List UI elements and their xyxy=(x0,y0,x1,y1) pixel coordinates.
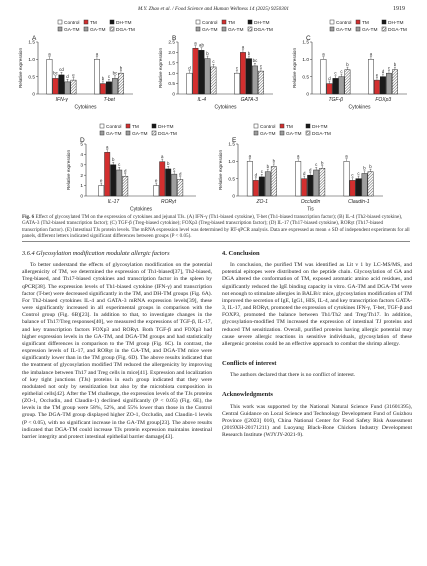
significance-letter: c xyxy=(260,169,263,175)
legend-label: DGA-TM xyxy=(158,132,177,137)
significance-letter: a xyxy=(95,51,99,57)
significance-letter: a xyxy=(322,51,325,57)
legend-label: DGA-TM xyxy=(388,28,407,33)
category-label: IL-4 xyxy=(197,97,207,103)
significance-letter: d xyxy=(302,170,306,176)
significance-letter: c xyxy=(357,170,360,176)
significance-letter: a xyxy=(194,40,197,46)
bar xyxy=(112,78,117,94)
panel-label: A xyxy=(32,35,37,42)
legend-label: GA-TM xyxy=(286,132,302,137)
significance-letter: bc xyxy=(112,70,118,76)
legend-label: TM xyxy=(132,125,139,130)
legend-swatch xyxy=(152,131,156,135)
y-tick-label: 5 xyxy=(80,142,83,148)
bar xyxy=(356,179,361,196)
figure-6 xyxy=(0,12,427,224)
legend-label: Control xyxy=(336,21,352,26)
significance-letter: b xyxy=(272,158,276,164)
category-label: GATA-3 xyxy=(240,97,258,103)
y-tick-label: 0.5 xyxy=(28,75,35,81)
category-label: RORγt xyxy=(161,199,176,205)
legend-label: TM xyxy=(362,21,369,26)
bar xyxy=(47,59,52,94)
legend-label: Control xyxy=(260,125,276,130)
y-axis-label: Relative expression xyxy=(158,47,163,89)
significance-letter: d xyxy=(328,75,331,81)
category-label: T-bet xyxy=(103,97,115,103)
legend-label: GA-TM xyxy=(106,132,122,137)
bar xyxy=(71,80,76,94)
section-heading-conclusion: 4. Conclusion xyxy=(222,250,260,257)
y-tick-label: 0 xyxy=(306,92,309,98)
bar xyxy=(105,152,110,196)
category-label: IL-17 xyxy=(107,199,120,205)
legend-swatch xyxy=(356,27,360,31)
y-axis-label: Relative expression xyxy=(218,149,223,191)
significance-letter: e xyxy=(72,72,75,78)
significance-letter: b xyxy=(166,161,170,167)
legend-swatch xyxy=(356,20,360,24)
bar xyxy=(258,71,263,94)
legend-label: Control xyxy=(202,21,218,26)
legend-swatch xyxy=(248,27,252,31)
legend-label: DGA-TM xyxy=(116,28,135,33)
bar xyxy=(178,179,183,196)
bar xyxy=(100,84,105,94)
running-title: M.Y. Zhao et al. / Food Science and Human Wellness 14 (2025) 9250301 xyxy=(137,6,290,12)
significance-letter: b xyxy=(111,157,115,162)
y-tick-label: 2 xyxy=(80,173,83,179)
legend-swatch xyxy=(84,20,88,24)
legend-swatch xyxy=(196,20,200,24)
significance-letter: bc xyxy=(53,70,58,76)
x-axis-label: Cytokines xyxy=(74,104,97,111)
legend-swatch xyxy=(254,124,258,128)
bar xyxy=(271,167,276,196)
legend-label: GA-TM xyxy=(64,28,80,33)
bar xyxy=(172,174,177,196)
legend-label: DH-TM xyxy=(116,21,132,26)
y-tick-label: 1.0 xyxy=(168,71,175,77)
legend-label: DH-TM xyxy=(312,125,328,130)
y-tick-label: 0.5 xyxy=(228,177,235,183)
bar xyxy=(345,70,350,94)
bar xyxy=(234,73,239,94)
bar xyxy=(320,168,325,196)
legend-label: DGA-TM xyxy=(254,28,273,33)
legend-swatch xyxy=(280,124,284,128)
legend-label: Control xyxy=(64,21,80,26)
bar xyxy=(253,180,258,196)
significance-letter: c xyxy=(259,63,263,69)
significance-letter: a xyxy=(160,153,164,159)
legend-label: DGA-TM xyxy=(312,132,331,137)
legend-label: GA-TM xyxy=(202,28,218,33)
paragraph-acknowledgments: This work was supported by the National Natural Science Fund (31601395), Central Guidance on Local Science and Technology Development Fund of Guizhou Province ([2023] 016), China National Center for Food Safety Risk Assessment (2019XH-20171211) and Luoyang Black-Bone Chicken Industry Development Research Institute (WJYJY-2021-9). xyxy=(222,403,412,439)
significance-letter: b xyxy=(247,50,251,56)
y-tick-label: 1.0 xyxy=(302,57,309,63)
panel-label: C xyxy=(306,35,311,42)
legend-swatch xyxy=(196,27,200,31)
significance-letter: a xyxy=(241,44,245,50)
panel-label: E xyxy=(232,137,237,144)
significance-letter: bc xyxy=(252,58,258,64)
significance-letter: c xyxy=(351,172,354,178)
bar xyxy=(199,50,204,94)
bar xyxy=(350,180,355,196)
y-tick-label: 0 xyxy=(172,92,175,98)
category-label: IFN-γ xyxy=(55,97,68,103)
paragraph-conflicts: The authors declared that there is no conflict of interest. xyxy=(230,372,356,379)
bar xyxy=(211,67,216,94)
significance-letter: c xyxy=(340,68,343,74)
bar xyxy=(166,169,171,196)
category-label: TGF-β xyxy=(328,97,344,103)
legend-swatch xyxy=(330,20,334,24)
legend-label: GA-TM xyxy=(260,132,276,137)
legend-swatch xyxy=(222,27,226,31)
caption-label: Fig. 6 xyxy=(22,214,35,220)
legend-label: GA-TM xyxy=(362,28,378,33)
significance-letter: b xyxy=(101,75,105,81)
significance-letter: b xyxy=(119,65,123,71)
legend-swatch xyxy=(306,131,310,135)
significance-letter: b xyxy=(346,61,349,67)
significance-letter: c xyxy=(315,162,318,168)
x-axis-label: Tis xyxy=(307,206,314,213)
significance-letter: b xyxy=(266,163,270,169)
significance-letter: b xyxy=(206,50,209,56)
legend-label: DH-TM xyxy=(388,21,404,26)
bar xyxy=(111,165,116,196)
y-tick-label: 1.5 xyxy=(302,40,309,46)
legend-swatch xyxy=(248,20,252,24)
category-label: Occludin xyxy=(300,199,321,205)
bar xyxy=(333,78,338,94)
legend-swatch xyxy=(222,20,226,24)
bar xyxy=(154,186,159,196)
significance-letter: d xyxy=(123,168,127,174)
bar xyxy=(327,84,332,94)
significance-letter: d xyxy=(188,65,191,71)
figure-caption xyxy=(22,214,410,240)
x-axis-label: Cytokines xyxy=(348,104,371,111)
legend-swatch xyxy=(100,124,104,128)
section-heading-conflicts: Conflicts of interest xyxy=(222,360,277,368)
bar xyxy=(123,176,128,196)
bar xyxy=(247,161,252,196)
bar xyxy=(368,59,373,94)
significance-letter: b xyxy=(393,61,397,67)
page-number: 1919 xyxy=(393,6,405,12)
legend-swatch xyxy=(382,20,386,24)
y-axis-label: Relative expression xyxy=(18,47,23,89)
paragraph-conclusion: In conclusion, the purified TM was identified as Lit v 1 by LC-MS/MS, and potential epitopes were distributed on the peptide chain. Glycosylation of GA and DGA altered the conformation of TM, exposed aromatic amino acid residues, and significantly reduced the IgE binding capacity in vitro. GA-TM and DGA-TM were not enough to stimulate allergies in BALB/c mice, glycosylation modification of TM improved the secretion of IgE, IgG1, HIS, IL-4, and key transcription factors GATA-3, IL-17, and RORγt, promoted the expression of cytokines IFN-γ, T-bet, TGF-β and FOXP3, promoted the balance between Th1/Th2 and Treg/Th17. In addition, glycosylation-modified TM increased the expression of intestinal TJ proteins and reduced TM sensitization. Overall, purified proteins having allergic potential may cause severe allergic reactions in sensitive individuals, glycosylation of these allergenic proteins could be an effective approach to combat the shrimp allergy. xyxy=(222,262,412,347)
bar xyxy=(392,70,397,94)
significance-letter: c xyxy=(118,162,121,168)
y-tick-label: 0 xyxy=(232,194,235,200)
significance-letter: b xyxy=(363,165,366,171)
significance-letter: a xyxy=(345,153,348,159)
significance-letter: c xyxy=(334,70,337,76)
legend-label: TM xyxy=(228,21,235,26)
significance-letter: a xyxy=(248,153,252,159)
legend-swatch xyxy=(58,27,62,31)
significance-letter: ab xyxy=(199,42,204,48)
significance-letter: d xyxy=(308,167,312,173)
left-column xyxy=(22,247,212,444)
y-axis-label: Relative expression xyxy=(292,47,297,89)
bar xyxy=(65,82,70,94)
bar xyxy=(386,73,391,94)
y-tick-label: 1.5 xyxy=(228,142,235,148)
bar xyxy=(59,75,64,94)
significance-letter: cd xyxy=(59,67,64,73)
legend-label: GA-TM xyxy=(336,28,352,33)
bar xyxy=(259,177,264,196)
legend-label: GA-TM xyxy=(90,28,106,33)
legend-label: DH-TM xyxy=(158,125,174,130)
bar xyxy=(321,59,326,94)
significance-letter: d xyxy=(66,74,69,80)
significance-letter: e xyxy=(154,177,158,183)
significance-letter: c xyxy=(173,166,176,172)
significance-letter: e xyxy=(375,72,379,78)
category-label: FOXp3 xyxy=(375,97,392,103)
y-tick-label: 3 xyxy=(80,163,83,169)
y-axis-label: Relative expression xyxy=(66,149,71,191)
significance-letter: d xyxy=(254,172,258,178)
legend-swatch xyxy=(110,27,114,31)
bar xyxy=(94,59,99,94)
legend-label: TM xyxy=(286,125,293,130)
legend-swatch xyxy=(254,131,258,135)
significance-letter: b xyxy=(369,163,372,169)
section-heading-3-6-4: 3.6.4 Glycosylation modification modulate allergic factors xyxy=(22,250,170,257)
caption-text: Effect of glycosylated TM on the expression of cytokines and jejunal TJs. (A) IFN-γ (Th1-biased cytokine), T-bet (Th1-biased transcription factor); (B) IL-4 (Th2-biased cytokine), GATA-3 (Th2-biased transcription factor); (C) TGF-β (Treg-biased cytokine); FOXp3 (Treg-biased transcription factor); (D) IL-17 (Th17-biased cytokine), RORγt (Th17-biased transcription factor). (E) Intestinal TJs protein levels. The mRNA expression level was determined by RT-qPCR analysis. Data are expressed as mean ± SD of independent experiments for all panels, different letters indicated significant differences between groups (P < 0.05). xyxy=(22,214,410,240)
bar xyxy=(193,48,198,94)
bar xyxy=(314,170,319,196)
bar xyxy=(106,82,111,94)
significance-letter: d xyxy=(381,68,385,74)
legend-label: TM xyxy=(90,21,97,26)
legend-label: Control xyxy=(106,125,122,130)
significance-letter: c xyxy=(107,74,111,80)
category-label: Claudin-1 xyxy=(348,199,370,205)
significance-letter: a xyxy=(105,144,109,150)
legend-swatch xyxy=(100,131,104,135)
significance-letter: b xyxy=(320,160,324,166)
bar xyxy=(308,175,313,196)
caption-divider xyxy=(22,241,410,242)
significance-letter: c xyxy=(387,65,391,71)
bar xyxy=(160,162,165,196)
x-axis-label: Cytokines xyxy=(214,104,237,111)
bar xyxy=(240,52,245,94)
paragraph-allergic-factors: To better understand the effects of glycosylation modification on the potential allergenicity of TM, we determined the expression of Th1-biased[37], Th2-biased, Treg-biased, and Th17-biased cytokines and transcription factor in the spleen by qPCR[38]. The expression levels of Th1-biased cytokine (IFN-γ) and transcription factor (T-bet) were decreased significantly in the TM, and DH-TM groups (Fig. 6A). For Th2-biased cytokines IL-4 and GATA-3 mRNA expression levels[39], these were significantly increased in all experimental groups in comparison with the Control group (Fig. 6B)[23]. In addition to that, to investigate changes in the balance of Th17/Treg responses[40], we measured the expressions of TGF-β, IL-17, and key transcription factors FOXp3 and RORγt. Both TGF-β and FOXp3 had higher expression levels in the GA-TM, and DGA-TM groups and had statistically significant differences in comparison to the TM group (Fig. 6C). In contrast, the expression levels of IL-17, and RORγt in the GA-TM, and DGA-TM mice were significantly lower than in the TM group (Fig. 6D). The above results indicated that the treatment of glycosylation modified TM reduced the allergenicity by improving the imbalance between Th17 and Treg cells in mice[41]. Expression and localization of key tight junctions (TJs) proteins in each group indicated that they were modulated not only by sensitization but also by the microbiota composition in epithelial cells[42]. After the TM challenge, the expression levels of the TJs proteins (ZO-1, Occludin, and Claudin-1) declined significantly (P < 0.05) (Fig. 6E), the levels in the TM group were 58%, 52%, and 55% lower than those in the Control group. The DGA-TM group displayed higher ZO-1, Occludin, and Claudin-1 levels (P < 0.05), with no significant increase in the GA-TM group[23]. The above results indicated that DGA-TM could increase TJs protein expression maintains intestinal barrier integrity and protect intestinal epithelial barrier damage[43]. xyxy=(22,262,212,440)
legend-swatch xyxy=(126,124,130,128)
legend-label: GA-TM xyxy=(132,132,148,137)
y-tick-label: 2.0 xyxy=(168,51,175,56)
y-tick-label: 1.5 xyxy=(28,40,35,46)
legend-swatch xyxy=(280,131,284,135)
bar xyxy=(118,73,123,94)
bar xyxy=(362,173,367,196)
bar xyxy=(344,161,349,196)
legend-swatch xyxy=(330,27,334,31)
significance-letter: c xyxy=(235,65,239,71)
y-tick-label: 1.0 xyxy=(28,57,35,63)
significance-letter: a xyxy=(296,153,300,159)
y-tick-label: 0 xyxy=(32,92,35,98)
bar xyxy=(99,186,104,196)
x-axis-label: Cytokines xyxy=(130,206,152,213)
right-column xyxy=(222,247,412,442)
panel-label: B xyxy=(172,35,177,42)
category-label: ZO-1 xyxy=(256,199,268,205)
legend-swatch xyxy=(84,27,88,31)
y-tick-label: 1.5 xyxy=(168,61,175,67)
bar xyxy=(246,59,251,94)
y-tick-label: 1.0 xyxy=(228,159,235,165)
y-tick-label: 1 xyxy=(80,184,83,190)
y-tick-label: 4 xyxy=(80,153,83,158)
significance-letter: e xyxy=(99,177,103,183)
significance-letter: a xyxy=(48,51,51,57)
bar xyxy=(374,80,379,94)
bar xyxy=(339,77,344,94)
bar xyxy=(265,172,270,196)
bar xyxy=(368,172,373,196)
bar xyxy=(53,78,58,94)
legend-swatch xyxy=(126,131,130,135)
legend-swatch xyxy=(152,124,156,128)
significance-letter: c xyxy=(212,59,215,65)
legend-swatch xyxy=(306,124,310,128)
y-tick-label: 0 xyxy=(80,194,83,200)
bar xyxy=(205,59,210,94)
bar xyxy=(252,66,257,94)
legend-swatch xyxy=(110,20,114,24)
y-tick-label: 2.5 xyxy=(168,40,175,46)
y-tick-label: 0.5 xyxy=(302,75,309,81)
bar xyxy=(380,77,385,94)
section-heading-acknowledgments: Acknowledgments xyxy=(222,391,273,399)
bar xyxy=(117,170,122,196)
bar xyxy=(302,179,307,196)
panel-label: D xyxy=(80,137,85,144)
legend-swatch xyxy=(382,27,386,31)
y-tick-label: 0.5 xyxy=(168,82,175,88)
significance-letter: d xyxy=(178,171,182,177)
legend-swatch xyxy=(58,20,62,24)
legend-label: GA-TM xyxy=(228,28,244,33)
significance-letter: a xyxy=(369,51,373,57)
bar xyxy=(296,161,301,196)
legend-label: DH-TM xyxy=(254,21,270,26)
bar xyxy=(187,73,192,94)
